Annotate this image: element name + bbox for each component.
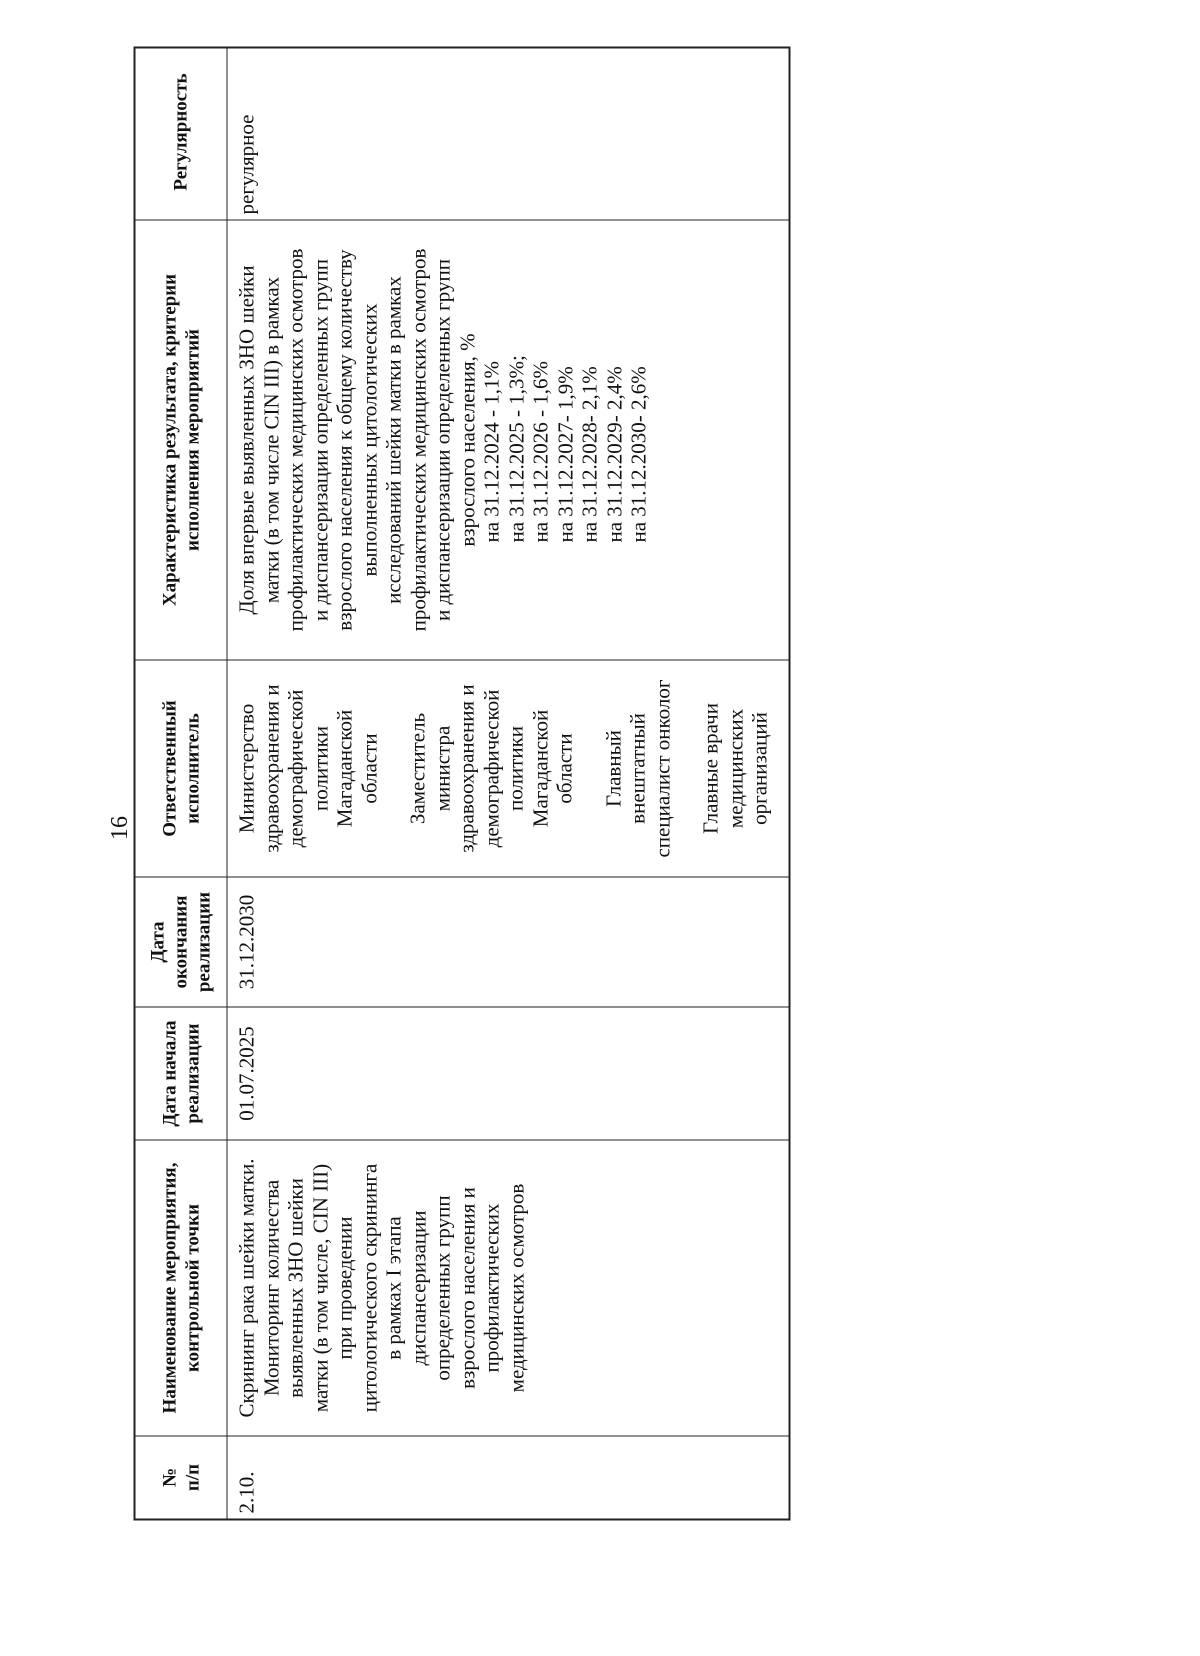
cell-activity-name: Скрининг рака шейки матки. Мониторинг количества выявленных ЗНО шейки матки (в том числе, CIN III) при проведении цитологического скрининга в рамках I этапа диспансеризации определенных групп взрослого населения и профилактических медицинских осмотров — [228, 1141, 789, 1437]
page-number: 16 — [107, 816, 133, 840]
characteristic-text: Доля впервые выявленных ЗНО шейки матки (в том числе CIN III) в рамках профилактических медицинских осмотров и диспансеризации определенных групп взрослого населения к общему количеству выполненных цитологических исследований шейки матки в рамках профилактических медицинских осмотров и диспансеризации определенных групп взрослого населения, % — [234, 248, 479, 632]
target-value: на 31.12.2024 - 1,1% — [479, 360, 504, 543]
responsible-chief-doctors: Главные врачи медицинских организаций — [698, 703, 772, 834]
cell-characteristic — [228, 221, 789, 661]
responsible-chief-oncologist: Главный внештатный специалист онколог — [601, 679, 674, 858]
activity-table — [134, 47, 791, 1521]
header-regularity: Регулярность — [136, 45, 227, 221]
header-characteristic: Характеристика результата, критерии исполнения мероприятий — [136, 221, 227, 661]
table-row — [228, 49, 789, 1519]
target-value: на 31.12.2026 - 1,6% — [528, 360, 553, 543]
cell-end-date: 31.12.2030 — [228, 878, 789, 1008]
cell-start-date: 01.07.2025 — [228, 1008, 789, 1141]
responsible-ministry: Министерство здравоохранения и демографической политики Магаданской области — [234, 684, 381, 853]
cell-regularity: регулярное — [228, 45, 789, 221]
cell-responsible — [228, 661, 789, 878]
target-value: на 31.12.2027- 1,9% — [553, 366, 577, 543]
target-value: на 31.12.2028- 2,1% — [577, 366, 602, 543]
cell-number: 2.10. — [234, 1471, 259, 1514]
header-start-date: Дата начала реализации — [136, 1008, 227, 1141]
target-value: на 31.12.2030- 2,6% — [626, 366, 651, 543]
header-responsible: Ответственный исполнитель — [136, 661, 227, 878]
table-header-row — [136, 49, 228, 1519]
target-values-list — [480, 226, 652, 655]
responsible-deputy-minister: Заместитель министра здравоохранения и демографической политики Магаданской области — [405, 684, 577, 853]
header-number: № п/п — [159, 1463, 203, 1492]
target-value: на 31.12.2029- 2,4% — [602, 366, 626, 543]
target-value: на 31.12.2025 - 1,3%; — [504, 355, 528, 543]
header-end-date: Дата окончания реализации — [136, 878, 227, 1008]
header-activity-name: Наименование мероприятия, контрольной точки — [136, 1141, 227, 1437]
